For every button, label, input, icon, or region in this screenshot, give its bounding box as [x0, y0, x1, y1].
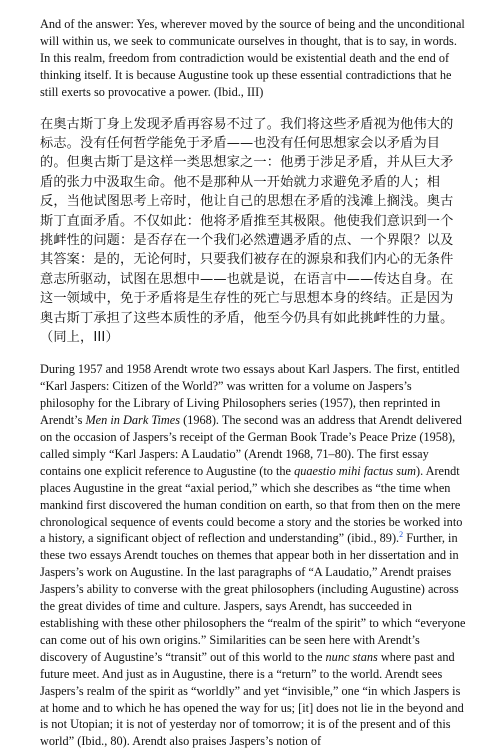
- quote-paragraph-english: And of the answer: Yes, wherever moved by the source of being and the unconditional will within us, we seek to communicate ourselves in thought, that is to say, in words. In this realm, freedom from contradiction would be existential death and the end of thinking itself. It is because Augustine took up these essential contradictions that he still exerts so provocative a power. (Ibid., III): [40, 17, 465, 99]
- body-text-5: where past and future meet. And just as in Augustine, there is a “return” to the world. Arendt sees Jaspers’s realm of the spirit as “worldly” and yet “invisible,” one “in which Jaspers is at home and to which he has opened the way for us; [it] does not lie in the beyond and is not Utopian; it is not of yesterday nor of tomorrow; it is of the present and of this world” (Ibid., 80). Arendt also praises Jaspers’s notion of: [40, 649, 464, 749]
- latin-phrase-nunc-stans: nunc stans: [325, 649, 378, 664]
- body-text-2: (1968). The second was an address that Arendt delivered on the occasion of Jaspers’s receipt of the German Book Trade’s Peace Prize (1958), called simply “Karl Jaspers: A Laudatio” (Arendt 1968, 71–80). The first essay contains one explicit reference to Augustine (to the: [40, 413, 462, 478]
- body-text-1: During 1957 and 1958 Arendt wrote two essays about Karl Jaspers. The first, entitled “Karl Jaspers: Citizen of the World?” was written for a volume on Jaspers’s philosophy for the Library of Living Philosophers series (1957), then reprinted in Arendt’s: [40, 362, 460, 428]
- document-page: [40, 16, 466, 750]
- body-text-4: Further, in these two essays Arendt touches on themes that appear both in her dissertation and in Jaspers’s work on Augustine. In the last paragraphs of “A Laudatio,” Arendt praises Jaspers’s ability to converse with the great philosophers (including Augustine) across the great divides of time and culture. Jaspers, says Arendt, has succeeded in establishing with these other philosophers the “realm of the spirit” to which “everyone can come out of his own origins.” Similarities can be seen here with Arendt’s discovery of Augustine’s “transit” out of this world to the: [40, 531, 466, 664]
- body-text-3: ). Arendt places Augustine in the great “axial period,” which she describes as “the time when mankind first discovered the human condition on earth, so that from then on the mere chronological sequence of events could become a story and the stories be worked into a history, a significant object of reflection and understanding” (ibid., 89).: [40, 463, 463, 546]
- quote-paragraph-chinese: 在奥古斯丁身上发现矛盾再容易不过了。我们将这些矛盾视为他伟大的标志。没有任何哲学能免于矛盾——也没有任何思想家会以矛盾为目的。但奥古斯丁是这样一类思想家之一：他勇于涉足矛盾，并从巨大矛盾的张力中汲取生命。他不是那种从一开始就力求避免矛盾的人；相反，当他试图思考上帝时，他让自己的思想在矛盾的浅滩上搁浅。奥古斯丁直面矛盾。不仅如此：他将矛盾推至其极限。他使我们意识到一个挑衅性的问题：是否存在一个我们必然遭遇矛盾的点、一个界限？以及其答案：是的，无论何时，只要我们被存在的源泉和我们内心的无条件意志所驱动，试图在思想中——也就是说，在语言中——传达自身。在这一领域中，免于矛盾将是生存性的死亡与思想本身的终结。正是因为奥古斯丁承担了这些本质性的矛盾，他至今仍具有如此挑衅性的力量。（同上，III）: [40, 116, 454, 345]
- latin-phrase-quaestio: quaestio mihi factus sum: [294, 463, 417, 478]
- book-title-men-in-dark-times: Men in Dark Times: [85, 413, 181, 428]
- footnote-link[interactable]: 2: [399, 530, 404, 540]
- body-paragraph: [40, 361, 466, 750]
